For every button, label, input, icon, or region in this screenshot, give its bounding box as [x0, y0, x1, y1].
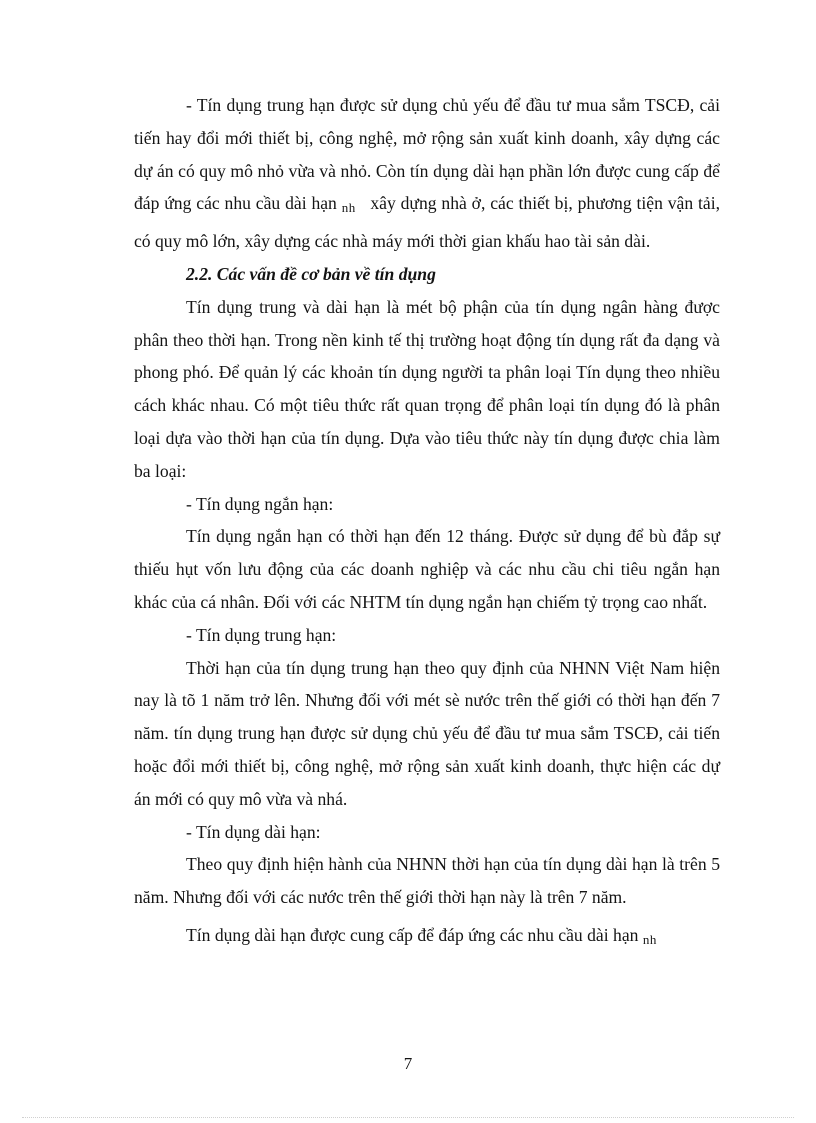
medium-term-credit-label: - Tín dụng trung hạn: — [186, 624, 337, 645]
paragraph-long-term-usage: Tín dụng dài hạn được cung cấp để đáp ứng các nhu cầu dài hạn $_{nh}$ — [186, 924, 657, 947]
paragraph-credit-classification: Tín dụng trung và dài hạn là mét bộ phận của tín dụng ngân hàng được phân theo thời hạn. Trong nền kinh tế thị trường hoạt động tín dụng rất đa dạng và phong phó. Để quản lý các khoản tín dụng người ta phân loại Tín dụng theo nhiều cách khác nhau. Có một tiêu thức rất quan trọng để phân loại tín dụng đó là phân loại dựa vào thời hạn của tín dụng. Dựa vào tiêu thức này tín dụng được chia làm ba loại: — [134, 296, 720, 481]
short-term-credit-body: Tín dụng ngắn hạn có thời hạn đến 12 tháng. Được sử dụng để bù đắp sự thiếu hụt vốn lưu động của các doanh nghiệp và các nhu cầu chi tiêu ngắn hạn khác của cá nhân. Đối với các NHTM tín dụng ngắn hạn chiếm tỷ trọng cao nhất. — [134, 526, 720, 612]
short-term-credit-label: - Tín dụng ngắn hạn: — [186, 493, 334, 514]
document-page — [134, 89, 720, 957]
section-heading: 2.2. Các vấn đề cơ bản về tín dụng — [186, 263, 436, 284]
long-term-credit-label: - Tín dụng dài hạn: — [186, 821, 321, 842]
paragraph-medium-long-term-usage: - Tín dụng trung hạn được sử dụng chủ yếu để đầu tư mua sắm TSCĐ, cải tiến hay đổi mới thiết bị, công nghệ, mở rộng sản xuất kinh doanh, xây dựng các dự án có quy mô nhỏ vừa và nhỏ. Còn tín dụng dài hạn phần lớn được cung cấp để đáp ứng các nhu cầu dài hạn $_{nh}$ xây dựng nhà ở, các thiết bị, phương tiện vận tải, có quy mô lớn, xây dựng các nhà máy mới thời gian khấu hao tài sản dài. — [134, 95, 721, 252]
medium-term-credit-body: Thời hạn của tín dụng trung hạn theo quy định của NHNN Việt Nam hiện nay là tõ 1 năm trở lên. Nhưng đối với mét sè nước trên thế giới có thời hạn đến 7 năm. tín dụng trung hạn được sử dụng chủ yếu để đầu tư mua sắm TSCĐ, cải tiến hoặc đổi mới thiết bị, công nghệ, mở rộng sản xuất kinh doanh, thực hiện các dự án mới có quy mô vừa và nhá. — [134, 657, 720, 809]
subscript-fragment: nh — [341, 200, 356, 216]
footer-divider — [22, 1117, 794, 1118]
subscript-fragment: nh — [642, 931, 657, 947]
long-term-credit-body: Theo quy định hiện hành của NHNN thời hạn của tín dụng dài hạn là trên 5 năm. Nhưng đối với các nước trên thế giới thời hạn này là trên 7 năm. — [134, 854, 720, 908]
page-number: 7 — [403, 1054, 413, 1073]
